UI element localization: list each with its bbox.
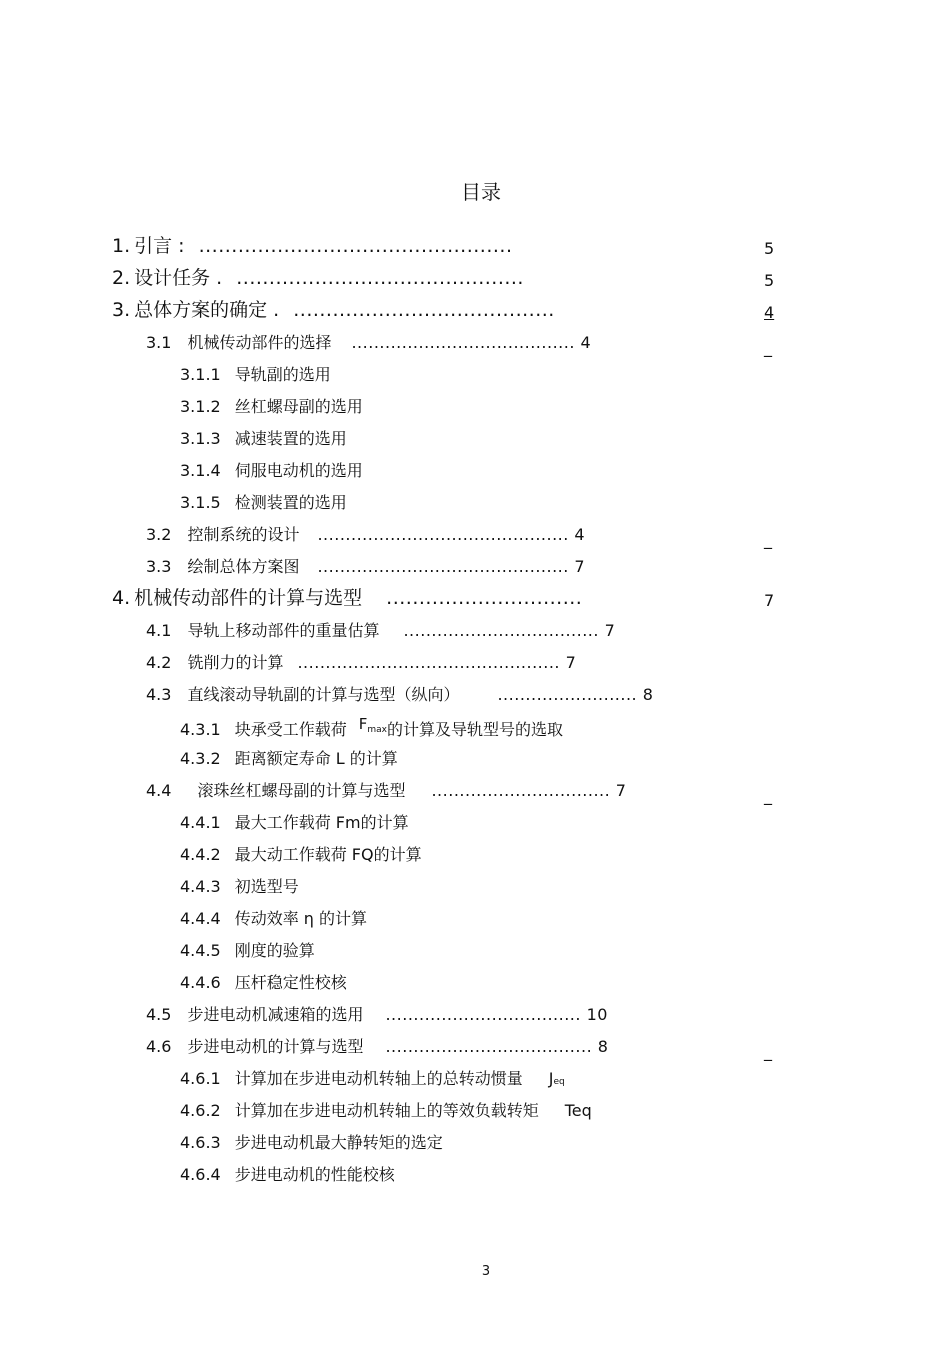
toc-number: 4.4.6 [180,973,221,992]
toc-number: 4.3.1 [180,720,221,739]
toc-text: 检测装置的选用 [234,493,347,512]
toc-dots: ............................................... 7 [297,653,577,672]
toc-number: 4.4.3 [180,877,221,896]
toc-entry-4-3[interactable] [146,687,653,703]
toc-entry-3-1-1[interactable] [180,367,331,383]
toc-number: 4.4.1 [180,813,221,832]
toc-entry-3[interactable] [112,301,555,320]
toc-text: 初选型号 [234,877,299,896]
toc-number: 4. [112,587,131,609]
toc-number: 4.4 [146,781,172,800]
toc-number: 3.1.1 [180,365,221,384]
toc-text: 最大工作载荷 Fm的计算 [234,813,409,832]
toc-number: 3.1.3 [180,429,221,448]
toc-entry-4-6-2[interactable] [180,1103,592,1119]
toc-text: 步进电动机最大静转矩的选定 [234,1133,443,1152]
toc-text: 传动效率 η 的计算 [234,909,368,928]
toc-text: 伺服电动机的选用 [234,461,363,480]
toc-dots: ................................... 7 [403,621,616,640]
toc-entry-4-3-2[interactable] [180,751,398,767]
toc-dots: ............................................. 7 [317,557,586,576]
toc-number: 4.6.1 [180,1069,221,1088]
toc-text: 设计任务 . [134,267,223,289]
toc-number: 3.1.2 [180,397,221,416]
toc-dots: .............................. [386,587,583,609]
toc-text: 铣削力的计算 [187,653,284,672]
symbol-subscript: eq [553,1077,565,1087]
toc-dash: _ [764,1042,772,1061]
toc-entry-4-4[interactable] [146,783,626,799]
toc-entry-4-4-3[interactable] [180,879,299,895]
toc-dash: _ [764,338,772,357]
toc-number: 3.1.4 [180,461,221,480]
toc-text: 绘制总体方案图 [187,557,300,576]
toc-entry-3-1-4[interactable] [180,463,363,479]
toc-entry-4-4-6[interactable] [180,975,347,991]
toc-dots: ........................................ 4 [351,333,592,352]
toc-entry-4-6-3[interactable] [180,1135,443,1151]
toc-number: 3.3 [146,557,172,576]
toc-number: 4.6.3 [180,1133,221,1152]
toc-text: 滚珠丝杠螺母副的计算与选型 [197,781,406,800]
toc-text: 计算加在步进电动机转轴上的等效负载转矩 [234,1101,539,1120]
toc-entry-3-2[interactable] [146,527,585,543]
symbol-subscript: max [367,725,387,735]
toc-number: 4.2 [146,653,172,672]
toc-entry-3-1-3[interactable] [180,431,347,447]
toc-number: 4.3 [146,685,172,704]
page-title: 目录 [461,180,501,204]
toc-dots: ................................... 10 [385,1005,608,1024]
toc-entry-4-6-4[interactable] [180,1167,395,1183]
toc-text: 计算加在步进电动机转轴上的总转动惯量 [234,1069,523,1088]
toc-text: 导轨副的选用 [234,365,331,384]
toc-number: 4.4.2 [180,845,221,864]
toc-number: 1. [112,235,131,257]
toc-number: 4.6.4 [180,1165,221,1184]
toc-number: 4.6.2 [180,1101,221,1120]
toc-number: 3.2 [146,525,172,544]
symbol-j: J [548,1069,554,1088]
toc-dots: ........................................ [293,299,555,321]
toc-number: 4.3.2 [180,749,221,768]
toc-dots: ..................................... 8 [385,1037,609,1056]
toc-entry-4-3-1[interactable] [180,717,563,738]
toc-text: 刚度的验算 [234,941,315,960]
toc-number: 4.6 [146,1037,172,1056]
toc-text: 丝杠螺母副的选用 [234,397,363,416]
toc-entry-3-1-5[interactable] [180,495,347,511]
toc-text: 块承受工作载荷 [234,720,347,739]
toc-entry-3-1-2[interactable] [180,399,363,415]
toc-number: 3. [112,299,131,321]
toc-text: 步进电动机的性能校核 [234,1165,395,1184]
toc-entry-4-2[interactable] [146,655,576,671]
toc-number: 4.1 [146,621,172,640]
toc-page-number: 7 [764,591,775,610]
toc-text: 直线滚动导轨副的计算与选型（纵向） [187,685,460,704]
toc-dots: ................................................ [198,235,513,257]
toc-text: 最大动工作载荷 FQ的计算 [234,845,422,864]
toc-entry-4-4-5[interactable] [180,943,315,959]
toc-entry-4-6-1[interactable] [180,1071,565,1087]
toc-number: 3.1.5 [180,493,221,512]
toc-number: 4.5 [146,1005,172,1024]
toc-dash: _ [764,786,772,805]
toc-text: 总体方案的确定 . [134,299,280,321]
toc-page-number: 5 [764,239,775,258]
toc-number: 2. [112,267,131,289]
toc-number: 4.4.4 [180,909,221,928]
symbol-teq: Teq [564,1101,592,1120]
toc-text: 控制系统的设计 [187,525,300,544]
toc-entry-3-3[interactable] [146,559,585,575]
toc-entry-4-5[interactable] [146,1007,608,1023]
page-number-footer: 3 [481,1264,491,1279]
toc-entry-4-4-4[interactable] [180,911,367,927]
toc-text: 机械传动部件的选择 [187,333,332,352]
toc-text: 导轨上移动部件的重量估算 [187,621,380,640]
toc-dots: ............................................. 4 [317,525,586,544]
toc-entry-4-6[interactable] [146,1039,608,1055]
toc-dots: ......................... 8 [497,685,654,704]
toc-entry-2[interactable] [112,269,524,288]
toc-text: 压杆稳定性校核 [234,973,347,992]
toc-entry-4-4-2[interactable] [180,847,422,863]
toc-entry-1[interactable] [112,237,513,256]
toc-entry-4-1[interactable] [146,623,615,639]
toc-dots: ............................................ [236,267,524,289]
toc-text: 引言 : [134,235,185,257]
toc-text: 机械传动部件的计算与选型 [134,587,363,609]
toc-dash: _ [764,530,772,549]
toc-page-number: 5 [764,271,775,290]
toc-dots: ................................ 7 [431,781,627,800]
toc-text: 距离额定寿命 L 的计算 [234,749,398,768]
toc-page-number: 4 [764,303,775,322]
symbol-f: F [358,715,368,733]
toc-entry-3-1[interactable] [146,335,591,351]
toc-number: 4.4.5 [180,941,221,960]
toc-text-cont: 的计算及导轨型号的选取 [386,720,563,739]
toc-text: 步进电动机的计算与选型 [187,1037,364,1056]
toc-text: 减速装置的选用 [234,429,347,448]
toc-number: 3.1 [146,333,172,352]
toc-entry-4[interactable] [112,589,582,608]
toc-entry-4-4-1[interactable] [180,815,409,831]
toc-text: 步进电动机减速箱的选用 [187,1005,364,1024]
